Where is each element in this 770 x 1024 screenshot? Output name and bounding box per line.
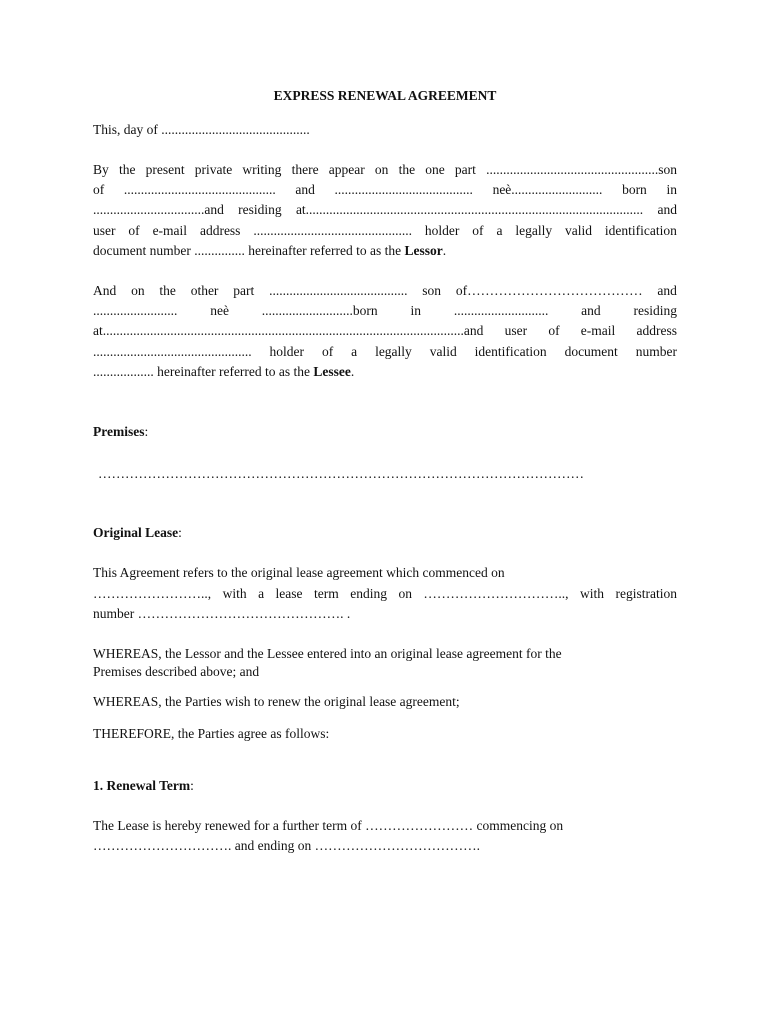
lessee-line-5-end: . bbox=[350, 364, 355, 379]
premises-heading-colon: : bbox=[144, 424, 149, 439]
word: address bbox=[199, 223, 241, 238]
word: in bbox=[666, 182, 677, 197]
word: a bbox=[258, 586, 265, 601]
word: a bbox=[351, 344, 358, 359]
word: neè bbox=[210, 303, 229, 318]
lessor-line-5-text: document number ............... hereinafter referred to as the bbox=[93, 243, 405, 258]
lessor-label: Lessor bbox=[404, 243, 443, 258]
original-lease-heading-colon: : bbox=[178, 525, 182, 540]
lessee-line-4 bbox=[93, 344, 677, 360]
word: ......................... bbox=[93, 303, 178, 318]
lessee-label: Lessee bbox=[313, 364, 351, 379]
lessee-line-3 bbox=[93, 323, 677, 339]
word: writing bbox=[242, 162, 282, 177]
document-title: EXPRESS RENEWAL AGREEMENT bbox=[273, 88, 497, 103]
word: one bbox=[425, 162, 445, 177]
word: there bbox=[291, 162, 319, 177]
word: address bbox=[636, 323, 677, 338]
word: ............................................... bbox=[253, 223, 412, 238]
word: other bbox=[190, 283, 219, 298]
intro-line: This, day of ............................................ bbox=[93, 122, 310, 137]
word: residing bbox=[633, 303, 677, 318]
word: identification bbox=[474, 344, 547, 359]
lessor-line-5-end: . bbox=[442, 243, 447, 258]
word: with bbox=[580, 586, 605, 601]
word: the bbox=[398, 162, 416, 177]
word: ............................................... bbox=[93, 344, 252, 359]
therefore-clause: THEREFORE, the Parties agree as follows: bbox=[93, 726, 330, 741]
word: ............................ bbox=[453, 303, 549, 318]
word: And bbox=[93, 283, 117, 298]
word: document bbox=[564, 344, 618, 359]
word: of bbox=[472, 223, 484, 238]
word: ending bbox=[350, 586, 387, 601]
renewal-term-heading-colon: : bbox=[190, 778, 194, 793]
word: holder bbox=[424, 223, 460, 238]
original-lease-heading bbox=[93, 525, 677, 541]
word: legally bbox=[515, 223, 553, 238]
lessee-line-5 bbox=[93, 364, 677, 380]
word: ......................................... bbox=[334, 182, 473, 197]
renewal-term-heading-text: 1. Renewal Term bbox=[93, 778, 191, 793]
word: lease bbox=[275, 586, 303, 601]
word: of bbox=[93, 182, 105, 197]
word: the bbox=[118, 162, 136, 177]
word: number bbox=[635, 344, 677, 359]
premises-heading-text: Premises bbox=[93, 424, 145, 439]
word: and bbox=[295, 182, 315, 197]
word: at...........................................................................................................and bbox=[93, 323, 484, 338]
lessee-line-2 bbox=[93, 303, 677, 319]
word: in bbox=[410, 303, 421, 318]
word: on bbox=[131, 283, 145, 298]
word: and bbox=[657, 202, 677, 217]
word: user bbox=[93, 223, 116, 238]
word: of bbox=[128, 223, 140, 238]
lessor-line-2 bbox=[93, 182, 677, 198]
word: ......................................... bbox=[269, 283, 408, 298]
original-lease-heading-text: Original Lease bbox=[93, 525, 179, 540]
word: part bbox=[233, 283, 255, 298]
word: born bbox=[622, 182, 647, 197]
word: on bbox=[398, 586, 412, 601]
word: e-mail bbox=[580, 323, 616, 338]
word: and bbox=[581, 303, 601, 318]
word: e-mail bbox=[152, 223, 188, 238]
word: residing bbox=[238, 202, 282, 217]
word: legally bbox=[375, 344, 412, 359]
renewal-line-1: The Lease is hereby renewed for a further term of …………………… commencing on bbox=[93, 818, 564, 833]
word: .................................and bbox=[93, 202, 224, 217]
word: …………………….., bbox=[93, 586, 212, 601]
word: identification bbox=[604, 223, 677, 238]
word: valid bbox=[565, 223, 593, 238]
word: of bbox=[548, 323, 560, 338]
whereas-1-line-2: Premises described above; and bbox=[93, 664, 260, 679]
word: of bbox=[321, 344, 334, 359]
word: valid bbox=[429, 344, 457, 359]
word: at.................................................................................................... bbox=[295, 202, 644, 217]
word: holder bbox=[269, 344, 305, 359]
word: ...........................born bbox=[261, 303, 378, 318]
word: private bbox=[194, 162, 233, 177]
word: a bbox=[496, 223, 503, 238]
word: ...................................................son bbox=[486, 162, 677, 177]
word: of………………………………… bbox=[455, 283, 643, 298]
original-lease-line-1: This Agreement refers to the original lease agreement which commenced on bbox=[93, 565, 505, 580]
lessor-line-1 bbox=[93, 162, 677, 178]
word: with bbox=[222, 586, 247, 601]
word: registration bbox=[615, 586, 677, 601]
word: on bbox=[374, 162, 389, 177]
whereas-2: WHEREAS, the Parties wish to renew the original lease agreement; bbox=[93, 694, 460, 709]
word: son bbox=[422, 283, 442, 298]
word: By bbox=[93, 162, 109, 177]
lessee-line-1 bbox=[93, 283, 677, 299]
renewal-term-heading bbox=[93, 778, 677, 794]
word: neè........................... bbox=[492, 182, 603, 197]
word: user bbox=[504, 323, 528, 338]
word: ............................................. bbox=[123, 182, 276, 197]
word: present bbox=[145, 162, 185, 177]
whereas-1-line-1: WHEREAS, the Lessor and the Lessee entered into an original lease agreement for the bbox=[93, 646, 562, 661]
word: appear bbox=[328, 162, 365, 177]
premises-heading bbox=[93, 424, 677, 440]
renewal-line-2: …………………………. and ending on ………………………………. bbox=[93, 838, 480, 853]
lessee-line-5-text: .................. hereinafter referred to as the bbox=[93, 364, 314, 379]
word: and bbox=[657, 283, 677, 298]
lessor-line-4 bbox=[93, 223, 677, 239]
word: part bbox=[454, 162, 476, 177]
original-lease-line-3: number ………………………………………. . bbox=[93, 606, 351, 621]
premises-blank: ……………………………………………………………………………………………… bbox=[98, 466, 584, 481]
word: term bbox=[314, 586, 339, 601]
lessor-line-3 bbox=[93, 202, 677, 218]
lessor-line-5 bbox=[93, 243, 677, 259]
word: the bbox=[159, 283, 176, 298]
original-lease-line-2 bbox=[93, 586, 677, 602]
word: ………………………….., bbox=[423, 586, 569, 601]
